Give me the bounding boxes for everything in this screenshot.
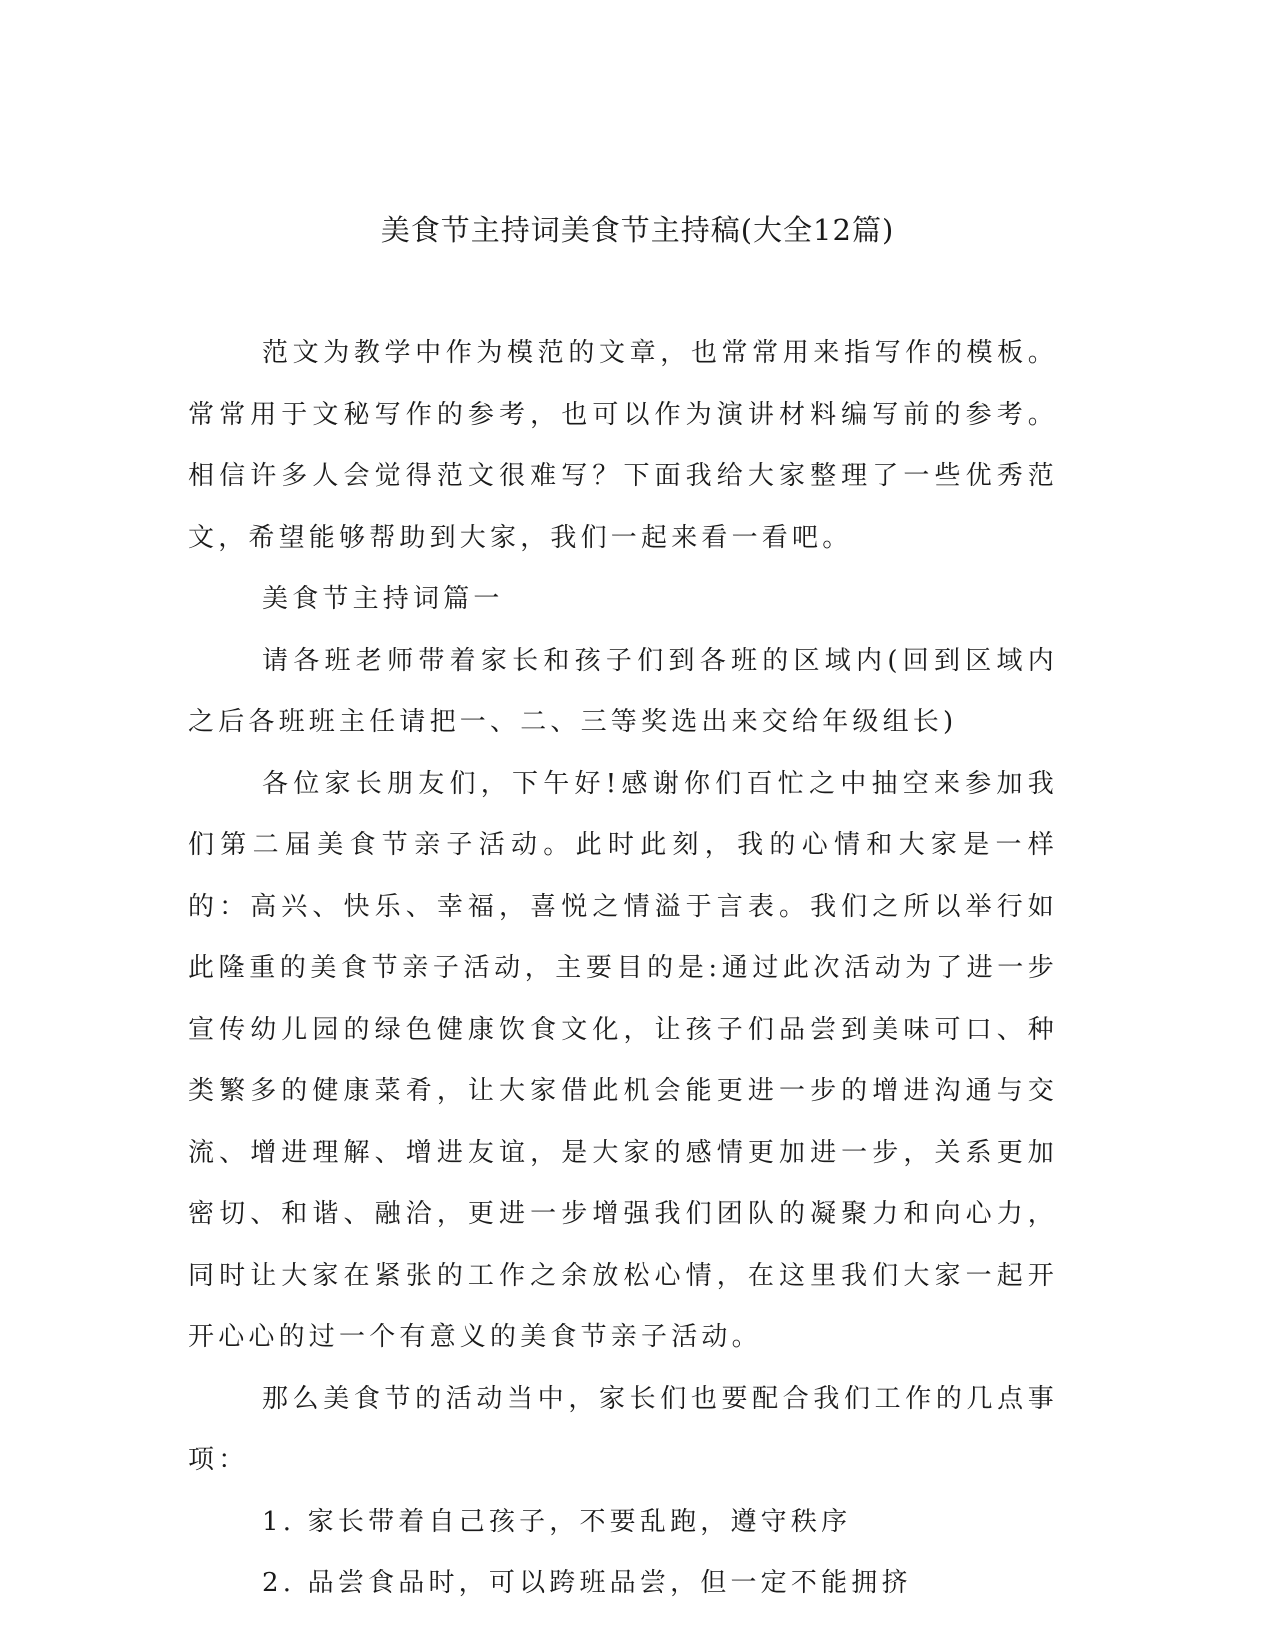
paragraph-instruction: 请各班老师带着家长和孩子们到各班的区域内(回到区域内之后各班班主任请把一、二、三等奖选出来交给年级组长) xyxy=(188,645,1058,737)
paragraph-intro: 范文为教学中作为模范的文章，也常常用来指写作的模板。常常用于文秘写作的参考，也可以作为演讲材料编写前的参考。相信许多人会觉得范文很难写？下面我给大家整理了一些优秀范文，希望能够帮助到大家，我们一起来看一看吧。 xyxy=(188,338,1058,553)
section-heading-1: 美食节主持词篇一 xyxy=(262,584,504,614)
paragraph-greeting: 各位家长朋友们，下午好!感谢你们百忙之中抽空来参加我们第二届美食节亲子活动。此时此刻，我的心情和大家是一样的：高兴、快乐、幸福，喜悦之情溢于言表。我们之所以举行如此隆重的美食节亲子活动，主要目的是:通过此次活动为了进一步宣传幼儿园的绿色健康饮食文化，让孩子们品尝到美味可口、种类繁多的健康菜肴，让大家借此机会能更进一步的增进沟通与交流、增进理解、增进友谊，是大家的感情更加进一步，关系更加密切、和谐、融洽，更进一步增强我们团队的凝聚力和向心力，同时让大家在紧张的工作之余放松心情，在这里我们大家一起开开心心的过一个有意义的美食节亲子活动。 xyxy=(188,768,1058,1352)
paragraph-notice: 那么美食节的活动当中，家长们也要配合我们工作的几点事项： xyxy=(188,1383,1058,1475)
document-title: 美食节主持词美食节主持稿(大全12篇) xyxy=(380,213,895,247)
document-body xyxy=(188,323,1058,1615)
list-item-2: 2. 品尝食品时，可以跨班品尝，但一定不能拥挤 xyxy=(262,1568,912,1598)
list-item-1: 1. 家长带着自己孩子，不要乱跑，遵守秩序 xyxy=(262,1506,852,1537)
